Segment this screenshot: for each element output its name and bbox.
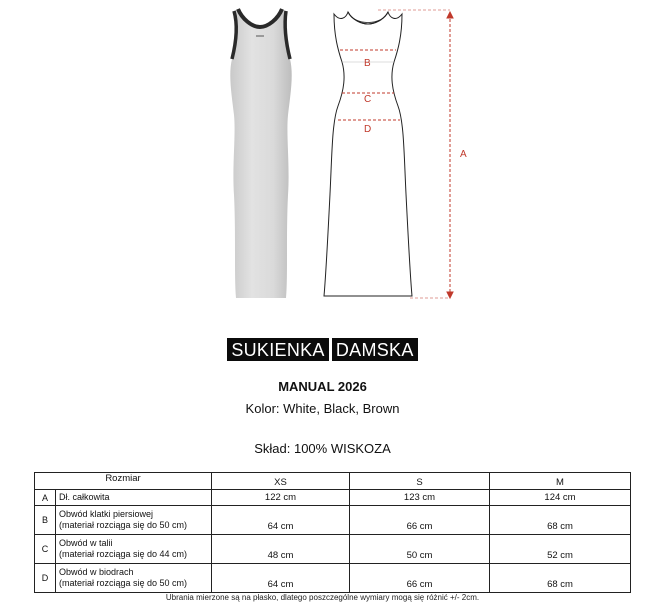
table-cell: 122 cm (212, 490, 350, 506)
measure-label-d: D (364, 124, 372, 135)
row-label (56, 535, 212, 564)
table-cell: 66 cm (350, 506, 490, 535)
table-cell: 64 cm (212, 564, 350, 593)
measure-label-b: B (364, 58, 371, 69)
dress-photo (218, 5, 302, 300)
table-cell: 68 cm (490, 564, 631, 593)
size-xs: XS (212, 473, 350, 490)
measure-label-a: A (460, 149, 467, 160)
size-table (34, 472, 631, 593)
measurement-footnote: Ubrania mierzone są na płasko, dlatego poszczególne wymiary mogą się różnić +/- 2cm. (165, 593, 480, 602)
row-letter: B (35, 506, 56, 535)
table-cell: 52 cm (490, 535, 631, 564)
material-composition: Skład: 100% WISKOZA (254, 441, 391, 456)
row-label: Dł. całkowita (56, 490, 212, 506)
table-row (35, 490, 631, 506)
table-cell: 50 cm (350, 535, 490, 564)
row-letter: C (35, 535, 56, 564)
product-title (0, 338, 645, 361)
table-row (35, 506, 631, 535)
row-label-note: (materiał rozciąga się do 50 cm) (59, 578, 188, 588)
table-row (35, 535, 631, 564)
size-header-row (35, 473, 631, 490)
row-label (56, 506, 212, 535)
row-label (56, 564, 212, 593)
row-label-name: Obwód klatki piersiowej (59, 509, 154, 519)
size-m: M (490, 473, 631, 490)
dress-sketch (318, 4, 478, 302)
table-row (35, 564, 631, 593)
table-cell: 124 cm (490, 490, 631, 506)
table-cell: 48 cm (212, 535, 350, 564)
table-cell: 68 cm (490, 506, 631, 535)
measure-label-c: C (364, 94, 372, 105)
row-label-note: (materiał rozciąga się do 44 cm) (59, 549, 188, 559)
model-name: MANUAL 2026 (278, 379, 367, 394)
size-header-label: Rozmiar (35, 473, 212, 490)
row-label-note: (materiał rozciąga się do 50 cm) (59, 520, 188, 530)
title-word-2: DAMSKA (332, 338, 418, 361)
row-label-name: Obwód w biodrach (59, 567, 134, 577)
table-cell: 66 cm (350, 564, 490, 593)
color-options: Kolor: White, Black, Brown (245, 401, 400, 416)
table-cell: 123 cm (350, 490, 490, 506)
row-letter: A (35, 490, 56, 506)
row-label-name: Obwód w talii (59, 538, 113, 548)
row-letter: D (35, 564, 56, 593)
table-cell: 64 cm (212, 506, 350, 535)
size-s: S (350, 473, 490, 490)
title-word-1: SUKIENKA (227, 338, 328, 361)
